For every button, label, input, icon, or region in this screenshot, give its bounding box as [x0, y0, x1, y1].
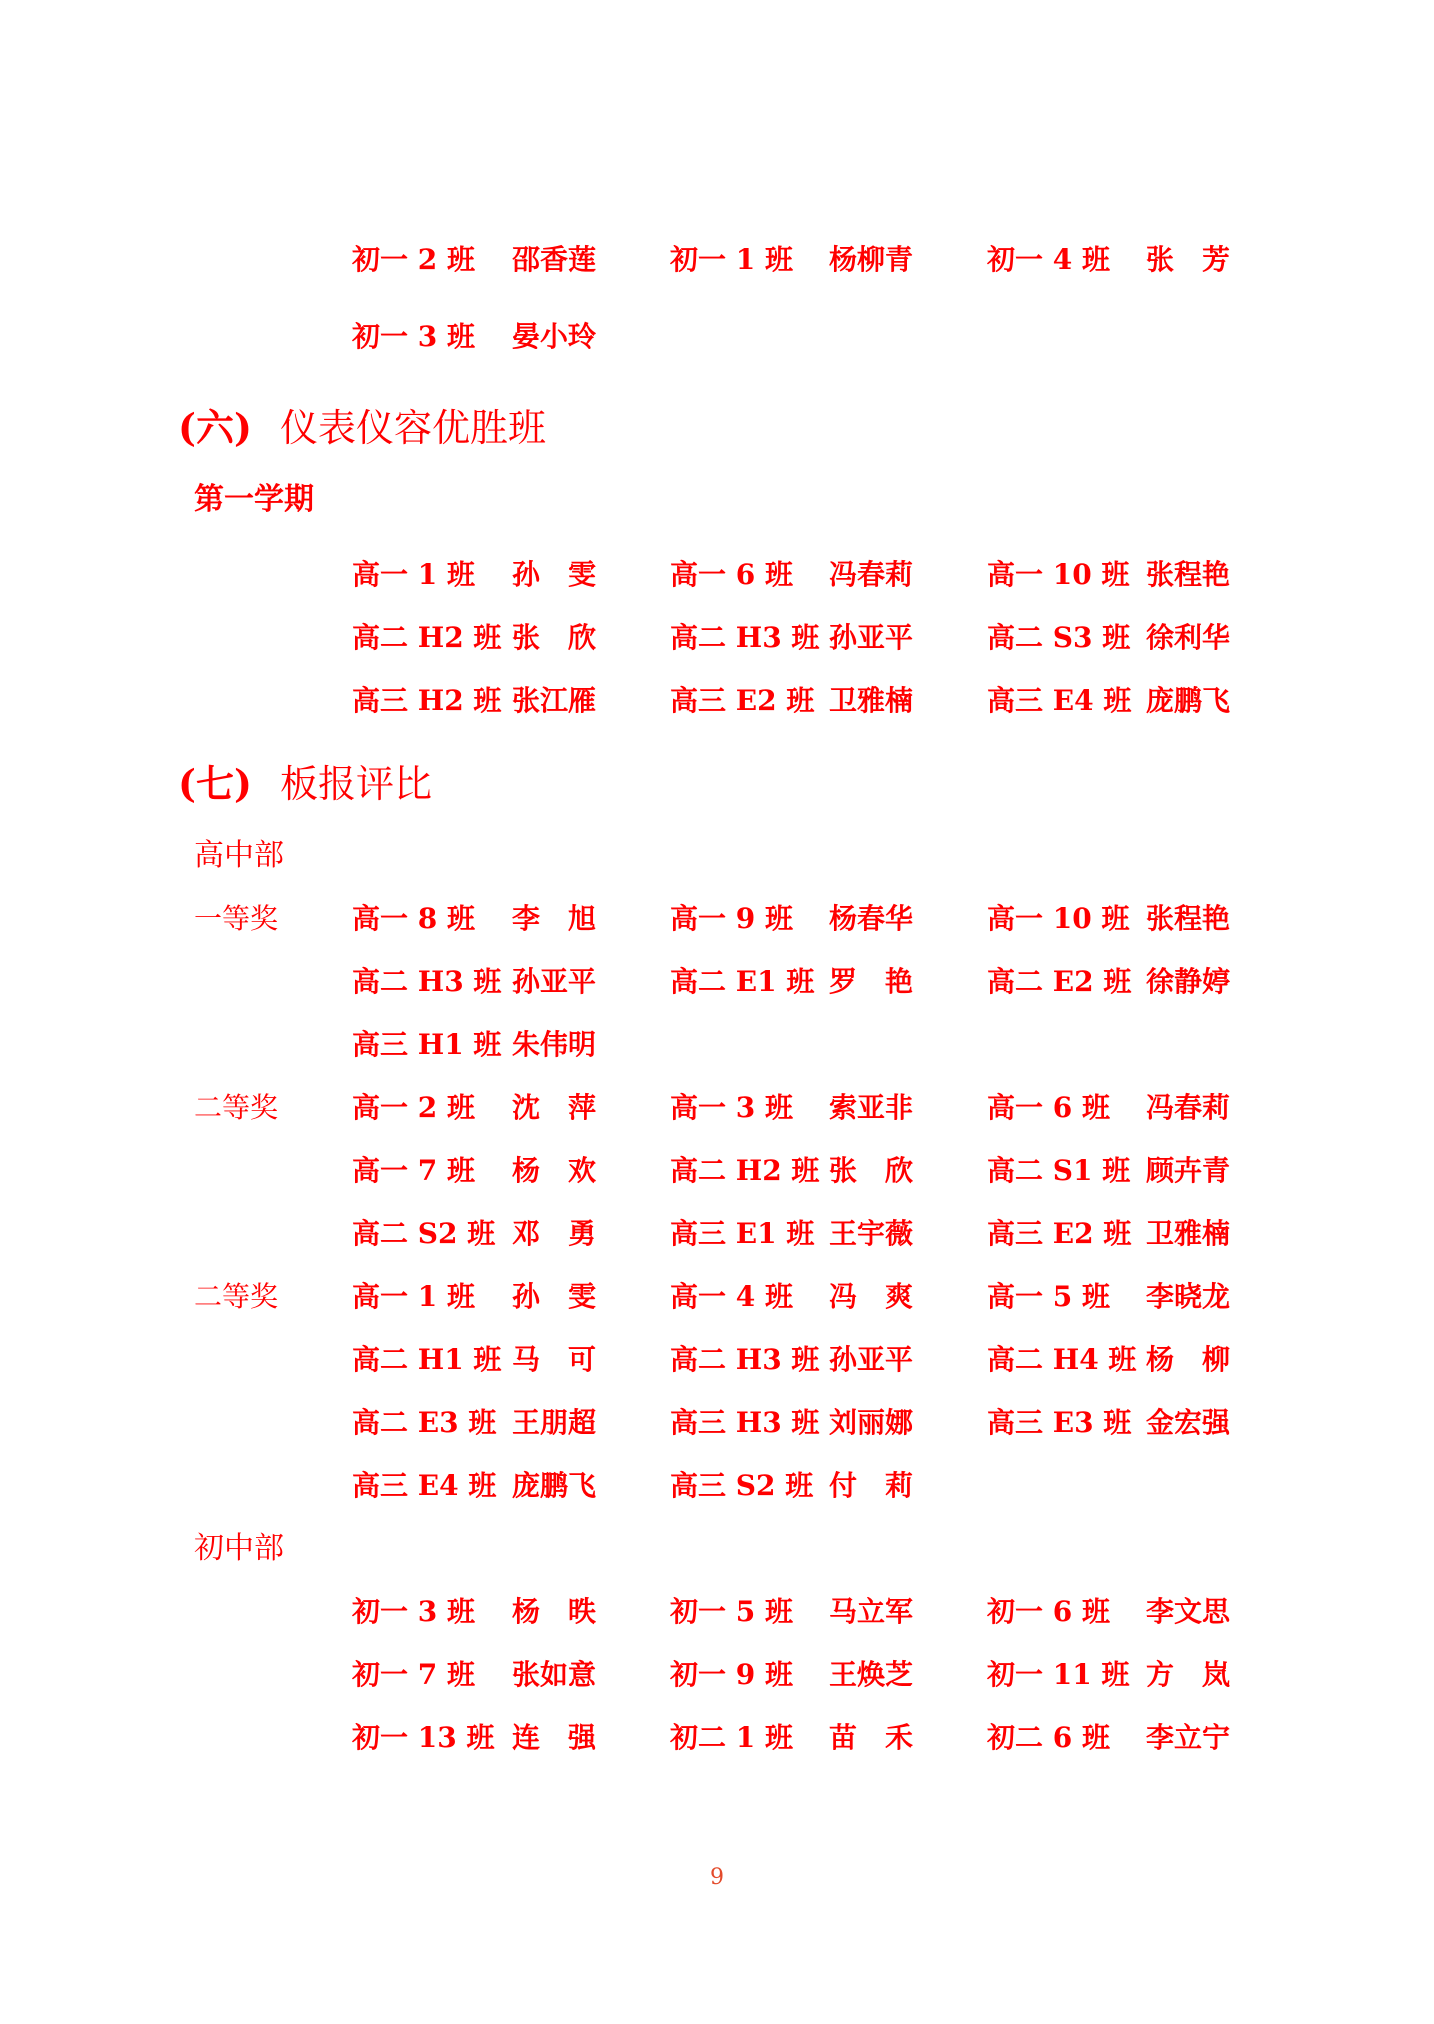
class-name: 高二 S1 班 — [987, 1154, 1131, 1187]
student-name: 李晓龙 — [1146, 1280, 1231, 1313]
student-name: 卫雅楠 — [829, 684, 914, 717]
class-name: 初一 13 班 — [352, 1721, 495, 1754]
student-name: 马立军 — [829, 1595, 914, 1628]
student-name: 孙亚平 — [829, 1343, 914, 1376]
award-row — [0, 679, 1434, 723]
section-number: (七) — [178, 761, 252, 806]
class-name: 高三 H2 班 — [352, 684, 502, 717]
section-number: (六) — [178, 405, 252, 450]
student-name: 邓 勇 — [512, 1217, 597, 1250]
class-name: 初二 1 班 — [670, 1721, 793, 1754]
class-name: 高二 H2 班 — [352, 621, 502, 654]
student-name: 王焕芝 — [829, 1658, 914, 1691]
student-name: 罗 艳 — [829, 965, 914, 998]
class-name: 初一 4 班 — [987, 243, 1110, 276]
student-name: 张程艳 — [1146, 902, 1231, 935]
class-name: 高一 9 班 — [670, 902, 793, 935]
class-name: 高三 E3 班 — [987, 1406, 1132, 1439]
class-name: 高二 H4 班 — [987, 1343, 1137, 1376]
class-name: 高三 E2 班 — [987, 1217, 1132, 1250]
student-name: 方 岚 — [1146, 1658, 1231, 1691]
class-name: 高一 3 班 — [670, 1091, 793, 1124]
student-name: 李立宁 — [1146, 1721, 1231, 1754]
class-name: 高二 E1 班 — [670, 965, 815, 998]
student-name: 沈 萍 — [512, 1091, 597, 1124]
class-name: 初一 3 班 — [352, 1595, 475, 1628]
award-row — [0, 1590, 1434, 1634]
class-name: 高三 E4 班 — [352, 1469, 497, 1502]
class-name: 高一 6 班 — [987, 1091, 1110, 1124]
class-name: 初二 6 班 — [987, 1721, 1110, 1754]
class-name: 高一 5 班 — [987, 1280, 1110, 1313]
award-row — [0, 1653, 1434, 1697]
award-row — [0, 616, 1434, 660]
student-name: 张程艳 — [1146, 558, 1231, 591]
student-name: 连 强 — [512, 1721, 597, 1754]
class-name: 高一 8 班 — [352, 902, 475, 935]
student-name: 邵香莲 — [512, 243, 597, 276]
student-name: 马 可 — [512, 1343, 597, 1376]
class-name: 高二 S3 班 — [987, 621, 1131, 654]
class-name: 高三 S2 班 — [670, 1469, 814, 1502]
student-name: 杨 欢 — [512, 1154, 597, 1187]
student-name: 杨 昳 — [512, 1595, 597, 1628]
student-name: 冯春莉 — [1146, 1091, 1231, 1124]
class-name: 高二 H1 班 — [352, 1343, 502, 1376]
class-name: 高三 H3 班 — [670, 1406, 820, 1439]
class-name: 高三 E4 班 — [987, 684, 1132, 717]
class-name: 高二 E2 班 — [987, 965, 1132, 998]
award-row — [0, 1023, 1434, 1067]
class-name: 高一 6 班 — [670, 558, 793, 591]
award-row — [0, 553, 1434, 597]
award-row — [0, 1338, 1434, 1382]
class-name: 高二 S2 班 — [352, 1217, 496, 1250]
class-name: 初一 1 班 — [670, 243, 793, 276]
student-name: 张如意 — [512, 1658, 597, 1691]
student-name: 索亚非 — [829, 1091, 914, 1124]
section-heading — [178, 400, 546, 456]
student-name: 徐利华 — [1146, 621, 1231, 654]
student-name: 王宇薇 — [829, 1217, 914, 1250]
class-name: 高三 H1 班 — [352, 1028, 502, 1061]
student-name: 李 旭 — [512, 902, 597, 935]
class-name: 初一 3 班 — [352, 320, 475, 353]
student-name: 付 莉 — [829, 1469, 914, 1502]
student-name: 苗 禾 — [829, 1721, 914, 1754]
student-name: 刘丽娜 — [829, 1406, 914, 1439]
award-row — [0, 1716, 1434, 1760]
student-name: 孙亚平 — [512, 965, 597, 998]
class-name: 初一 9 班 — [670, 1658, 793, 1691]
student-name: 晏小玲 — [512, 320, 597, 353]
student-name: 杨柳青 — [829, 243, 914, 276]
student-name: 顾卉青 — [1146, 1154, 1231, 1187]
class-name: 高一 1 班 — [352, 558, 475, 591]
student-name: 冯春莉 — [829, 558, 914, 591]
student-name: 王朋超 — [512, 1406, 597, 1439]
student-name: 李文思 — [1146, 1595, 1231, 1628]
student-name: 金宏强 — [1146, 1406, 1231, 1439]
award-row — [0, 1212, 1434, 1256]
award-row — [0, 1464, 1434, 1508]
class-name: 高一 4 班 — [670, 1280, 793, 1313]
award-row — [0, 315, 1434, 359]
division-label: 初中部 — [194, 1531, 284, 1566]
class-name: 高一 2 班 — [352, 1091, 475, 1124]
section-title: 仪表仪容优胜班 — [279, 406, 546, 450]
class-name: 高三 E1 班 — [670, 1217, 815, 1250]
student-name: 张江雁 — [512, 684, 597, 717]
student-name: 庞鹏飞 — [1146, 684, 1231, 717]
class-name: 初一 2 班 — [352, 243, 475, 276]
student-name: 卫雅楠 — [1146, 1217, 1231, 1250]
class-name: 高二 H3 班 — [670, 1343, 820, 1376]
award-row — [0, 897, 1434, 941]
student-name: 朱伟明 — [512, 1028, 597, 1061]
student-name: 杨 柳 — [1146, 1343, 1231, 1376]
award-row — [0, 238, 1434, 282]
class-name: 高二 H2 班 — [670, 1154, 820, 1187]
class-name: 高一 1 班 — [352, 1280, 475, 1313]
award-row — [0, 960, 1434, 1004]
award-row — [0, 1275, 1434, 1319]
student-name: 孙 雯 — [512, 1280, 597, 1313]
student-name: 孙 雯 — [512, 558, 597, 591]
class-name: 初一 7 班 — [352, 1658, 475, 1691]
student-name: 杨春华 — [829, 902, 914, 935]
student-name: 张 欣 — [512, 621, 597, 654]
class-name: 高一 7 班 — [352, 1154, 475, 1187]
section-heading — [178, 756, 432, 812]
semester-label: 第一学期 — [194, 482, 314, 517]
student-name: 张 芳 — [1146, 243, 1231, 276]
award-row — [0, 1149, 1434, 1193]
award-level: 二等奖 — [194, 1280, 279, 1313]
class-name: 初一 11 班 — [987, 1658, 1130, 1691]
student-name: 庞鹏飞 — [512, 1469, 597, 1502]
class-name: 高二 E3 班 — [352, 1406, 497, 1439]
student-name: 张 欣 — [829, 1154, 914, 1187]
award-row — [0, 1401, 1434, 1445]
student-name: 冯 爽 — [829, 1280, 914, 1313]
class-name: 高二 H3 班 — [352, 965, 502, 998]
student-name: 徐静婷 — [1146, 965, 1231, 998]
award-level: 一等奖 — [194, 902, 279, 935]
class-name: 初一 5 班 — [670, 1595, 793, 1628]
section-title: 板报评比 — [279, 762, 432, 806]
page-number: 9 — [710, 1865, 724, 1890]
class-name: 初一 6 班 — [987, 1595, 1110, 1628]
class-name: 高一 10 班 — [987, 902, 1130, 935]
award-level: 二等奖 — [194, 1091, 279, 1124]
award-row — [0, 1086, 1434, 1130]
class-name: 高二 H3 班 — [670, 621, 820, 654]
division-label: 高中部 — [194, 838, 284, 873]
student-name: 孙亚平 — [829, 621, 914, 654]
class-name: 高三 E2 班 — [670, 684, 815, 717]
class-name: 高一 10 班 — [987, 558, 1130, 591]
